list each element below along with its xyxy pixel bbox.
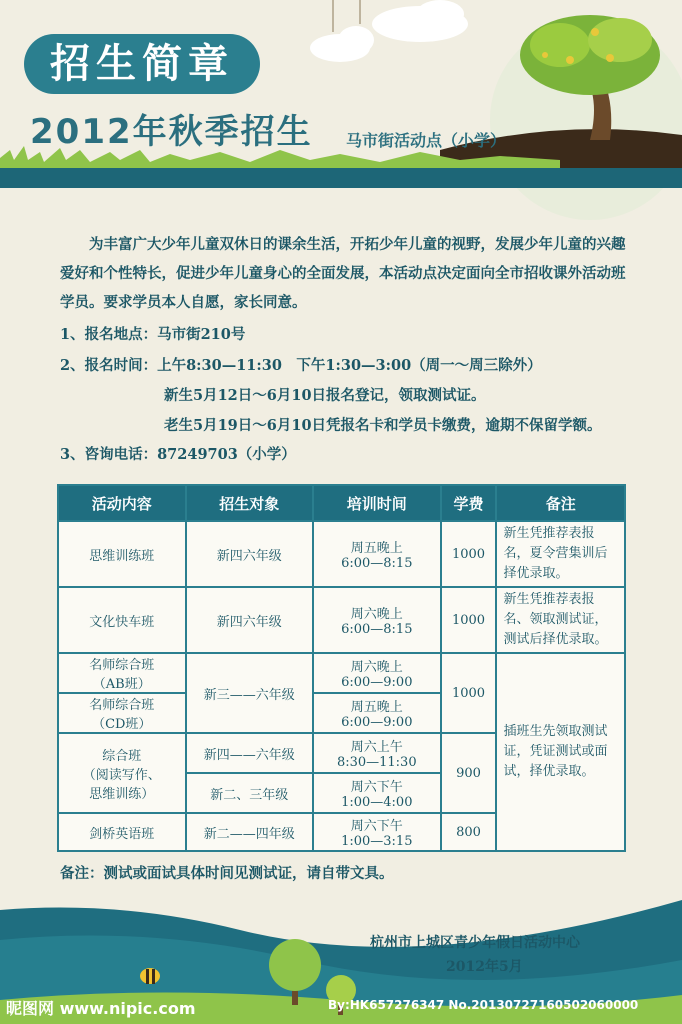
course-cell: 思维训练班 <box>58 521 186 587</box>
info-address: 1、报名地点：马市街210号 <box>60 326 246 343</box>
issue-date: 2012年5月 <box>446 959 523 975</box>
time-day: 周六下午 <box>350 780 403 795</box>
course-sub: 思维训练） <box>89 786 155 802</box>
time-cell <box>313 813 441 851</box>
grade-cell: 新二——四年级 <box>186 813 313 851</box>
course-cell <box>58 733 186 813</box>
note-cell: 插班生先领取测试证，凭证测试或面试，择优录取。 <box>496 653 625 851</box>
course-name: 名师综合班 <box>89 658 155 673</box>
intro-paragraph: 为丰富广大少年儿童双休日的课余生活，开拓少年儿童的视野，发展少年儿童的兴趣爱好和个性特长，促进少年儿童身心的全面发展，本活动点决定面向全市招收课外活动班学员。要求学员本人自愿，家长同意。 <box>60 236 626 311</box>
note-cell: 新生凭推荐表报名，夏令营集训后择优录取。 <box>496 521 625 587</box>
note-cell: 新生凭推荐表报名、领取测试证，测试后择优录取。 <box>496 587 625 653</box>
table-row <box>58 521 625 587</box>
course-cell: 剑桥英语班 <box>58 813 186 851</box>
header-grade: 招生对象 <box>186 485 313 521</box>
time-cell <box>313 773 441 813</box>
table-row <box>58 653 625 693</box>
title-badge: 招生简章 <box>24 34 260 94</box>
course-sub: （阅读写作、 <box>82 767 161 783</box>
header-time: 培训时间 <box>313 485 441 521</box>
time-range: 6:00—8:15 <box>341 556 413 571</box>
time-cell <box>313 653 441 693</box>
time-cell <box>313 587 441 653</box>
fee-cell: 1000 <box>441 521 497 587</box>
time-range: 6:00—8:15 <box>341 622 413 637</box>
time-cell <box>313 521 441 587</box>
grade-cell: 新三——六年级 <box>186 653 313 733</box>
bee-icon <box>140 968 160 984</box>
time-range: 1:00—4:00 <box>341 795 413 810</box>
fee-cell: 900 <box>441 733 497 813</box>
time-day: 周六晚上 <box>350 607 403 622</box>
organization-name: 杭州市上城区青少年假日活动中心 <box>370 935 580 951</box>
time-day: 周六下午 <box>350 819 403 834</box>
time-range: 8:30—11:30 <box>336 755 417 770</box>
fee-cell: 800 <box>441 813 497 851</box>
header-note: 备注 <box>496 485 625 521</box>
time-day: 周六上午 <box>350 740 403 755</box>
fee-cell: 1000 <box>441 653 497 733</box>
grade-cell: 新四六年级 <box>186 587 313 653</box>
header-fee: 学费 <box>441 485 497 521</box>
cloud-icon <box>310 0 468 62</box>
table-row <box>58 587 625 653</box>
header-course: 活动内容 <box>58 485 186 521</box>
grade-cell: 新二、三年级 <box>186 773 313 813</box>
course-sub: （AB班） <box>92 677 151 692</box>
time-cell <box>313 733 441 773</box>
footnote: 备注：测试或面试具体时间见测试证，请自带文具。 <box>60 865 394 882</box>
grade-cell: 新四——六年级 <box>186 733 313 773</box>
header-band <box>0 168 682 188</box>
info-new-students: 新生5月12日～6月10日报名登记，领取测试证。 <box>164 387 486 404</box>
course-cell <box>58 653 186 693</box>
course-cell <box>58 693 186 733</box>
time-range: 6:00—9:00 <box>341 675 413 690</box>
fee-cell: 1000 <box>441 587 497 653</box>
info-old-students: 老生5月19日～6月10日凭报名卡和学员卡缴费，逾期不保留学额。 <box>164 417 602 434</box>
site-label: 马市街活动点（小学） <box>346 131 507 150</box>
watermark-right: By:HK657276347 No.20130727160502060000 <box>328 998 639 1012</box>
course-cell: 文化快车班 <box>58 587 186 653</box>
time-day: 周五晚上 <box>350 541 403 556</box>
course-name: 名师综合班 <box>89 698 155 713</box>
time-range: 1:00—3:15 <box>341 834 413 849</box>
info-phone: 3、咨询电话：87249703（小学） <box>60 446 296 463</box>
course-sub: （CD班） <box>92 717 152 732</box>
time-day: 周五晚上 <box>350 700 403 715</box>
time-day: 周六晚上 <box>350 660 403 675</box>
table-header-row <box>58 485 625 521</box>
course-name: 综合班 <box>102 748 142 764</box>
course-table <box>57 484 626 852</box>
grade-cell: 新四六年级 <box>186 521 313 587</box>
time-cell <box>313 693 441 733</box>
time-range: 6:00—9:00 <box>341 715 413 730</box>
watermark-left: 昵图网 www.nipic.com <box>6 999 196 1018</box>
info-time: 2、报名时间：上午8:30—11:30 下午1:30—3:00（周一～周三除外） <box>60 357 542 374</box>
page-subtitle: 2012年秋季招生 <box>30 112 313 152</box>
